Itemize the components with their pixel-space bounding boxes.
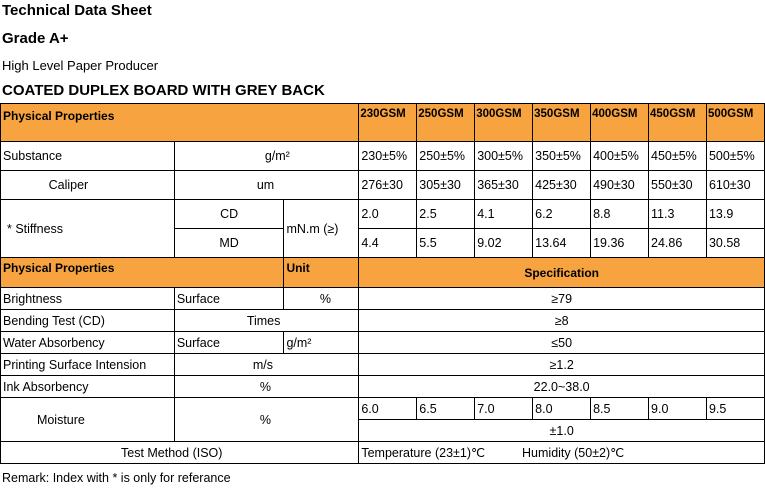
value-cell: 30.58 [706,229,764,258]
value-cell: 8.5 [591,398,649,420]
unit-cell: Times [174,310,359,332]
unit-cell: m/s [174,354,359,376]
value-cell: 425±30 [533,171,591,200]
grade-label: Grade A+ [2,30,69,47]
spec-table [0,103,765,464]
row-label: Substance [1,142,175,171]
value-cell: 13.9 [706,200,764,229]
value-cell: 5.5 [417,229,475,258]
test-method-label: Test Method (ISO) [1,442,359,464]
value-cell: 350±5% [533,142,591,171]
value-cell: 4.4 [359,229,417,258]
humidity-condition: Humidity (50±2)℃ [522,446,625,460]
sub-label: Surface [174,288,284,310]
specification-header: Specification [359,258,765,288]
unit-cell: % [284,288,359,310]
direction-label: CD [174,200,284,229]
unit-header: Unit [284,258,359,288]
value-cell: 2.0 [359,200,417,229]
value-cell: 300±5% [475,142,533,171]
direction-label: MD [174,229,284,258]
value-cell: 13.64 [533,229,591,258]
spec-cell: ≥79 [359,288,765,310]
unit-cell: mN.m (≥) [284,200,359,258]
value-cell: 24.86 [649,229,707,258]
sub-label: Surface [174,332,284,354]
producer-label: High Level Paper Producer [2,58,159,73]
grade-header: 300GSM [475,104,533,142]
grade-header: 450GSM [649,104,707,142]
row-label: Brightness [1,288,175,310]
value-cell: 250±5% [417,142,475,171]
spec-cell: ≤50 [359,332,765,354]
unit-cell: % [174,398,359,442]
value-cell: 6.5 [417,398,475,420]
spec-cell: 22.0~38.0 [359,376,765,398]
value-cell: 7.0 [475,398,533,420]
physical-properties-header-2: Physical Properties [1,258,284,288]
row-label: Caliper [1,171,175,200]
row-label: * Stiffness [1,200,175,258]
spec-cell: ≥8 [359,310,765,332]
grade-header: 500GSM [706,104,764,142]
product-name: COATED DUPLEX BOARD WITH GREY BACK [2,82,325,99]
moisture-tolerance: ±1.0 [359,420,765,442]
temperature-condition: Temperature (23±1)℃ [361,446,486,460]
row-label: Ink Absorbency [1,376,175,398]
grade-header: 230GSM [359,104,417,142]
unit-cell: g/m² [284,332,359,354]
remark-note: Remark: Index with * is only for referance [2,471,231,485]
unit-cell: g/m² [174,142,359,171]
unit-cell: um [174,171,359,200]
value-cell: 9.5 [706,398,764,420]
value-cell: 8.0 [533,398,591,420]
row-label: Bending Test (CD) [1,310,175,332]
value-cell: 610±30 [706,171,764,200]
value-cell: 8.8 [591,200,649,229]
value-cell: 500±5% [706,142,764,171]
value-cell: 365±30 [475,171,533,200]
value-cell: 6.0 [359,398,417,420]
unit-cell: % [174,376,359,398]
value-cell: 9.0 [649,398,707,420]
row-label: Moisture [1,398,175,442]
value-cell: 490±30 [591,171,649,200]
grade-header: 400GSM [591,104,649,142]
value-cell: 2.5 [417,200,475,229]
row-label: Water Absorbency [1,332,175,354]
value-cell: 11.3 [649,200,707,229]
value-cell: 276±30 [359,171,417,200]
value-cell: 19.36 [591,229,649,258]
grade-header: 250GSM [417,104,475,142]
value-cell: 400±5% [591,142,649,171]
grade-header: 350GSM [533,104,591,142]
test-conditions [359,442,765,464]
physical-properties-header: Physical Properties [1,104,359,142]
value-cell: 305±30 [417,171,475,200]
document-title: Technical Data Sheet [2,2,152,19]
value-cell: 450±5% [649,142,707,171]
value-cell: 4.1 [475,200,533,229]
value-cell: 230±5% [359,142,417,171]
value-cell: 6.2 [533,200,591,229]
value-cell: 550±30 [649,171,707,200]
row-label: Printing Surface Intension [1,354,175,376]
spec-cell: ≥1.2 [359,354,765,376]
value-cell: 9.02 [475,229,533,258]
